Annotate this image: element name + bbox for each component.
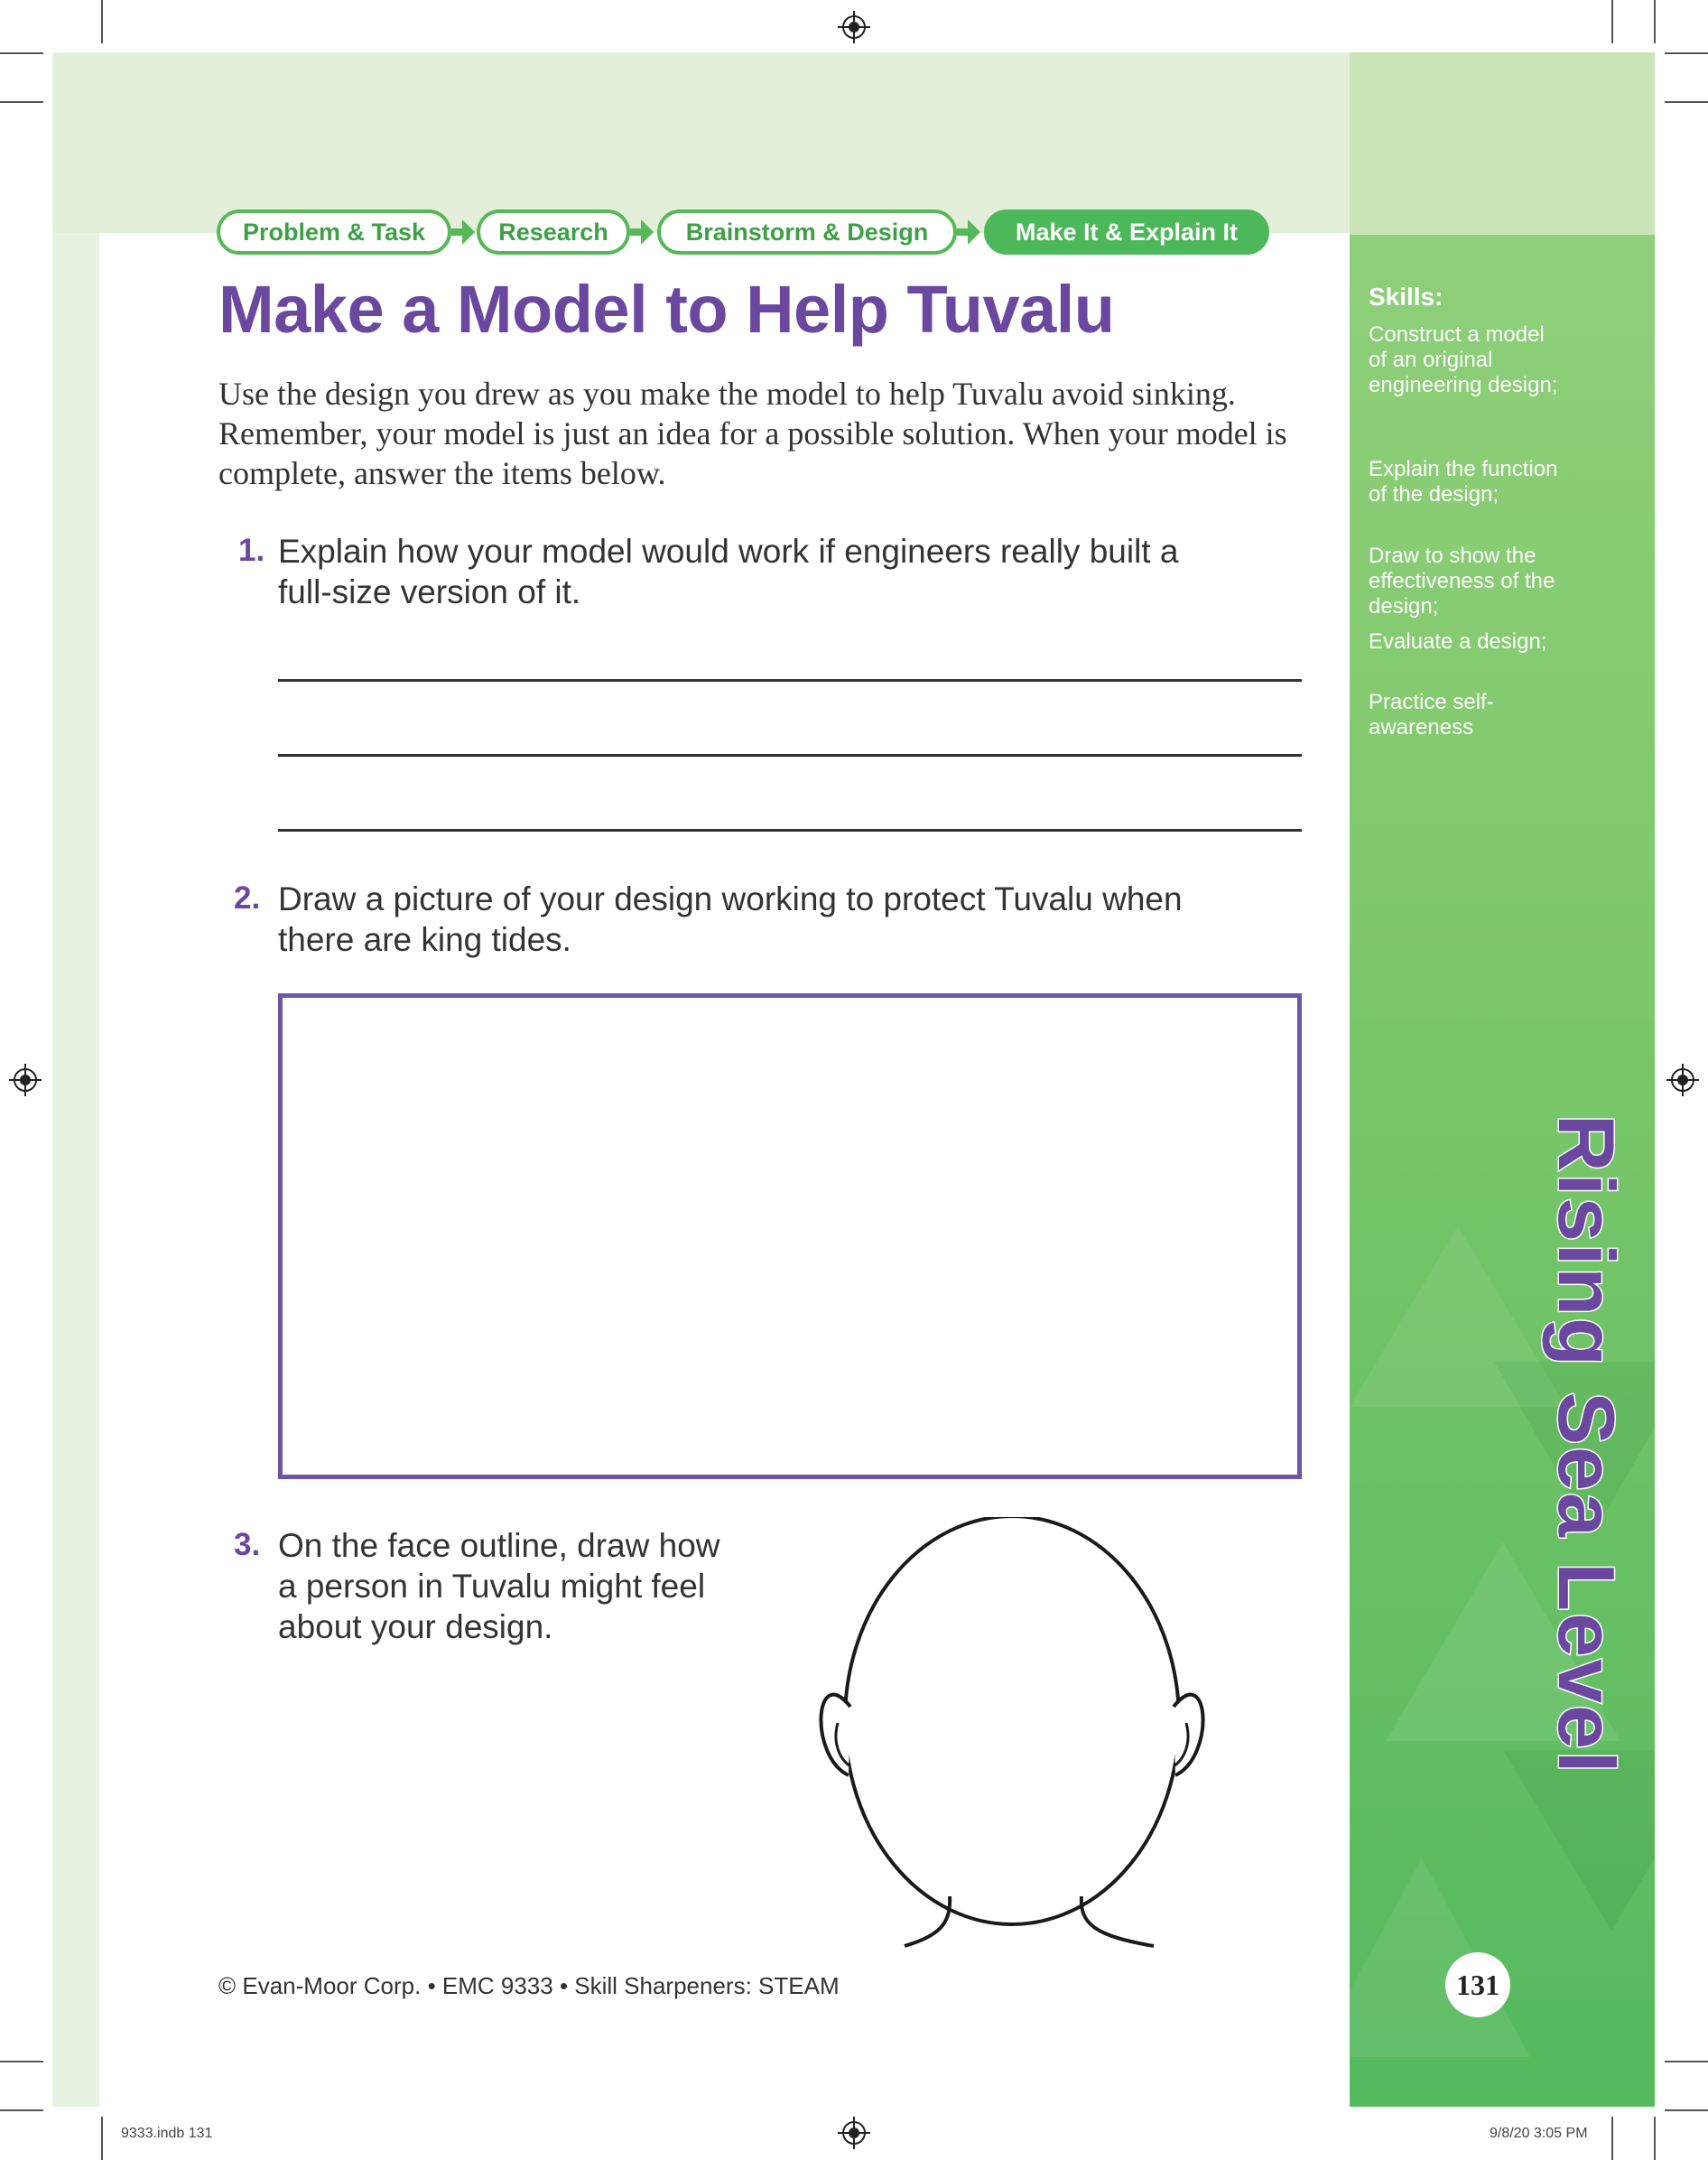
left-margin-band bbox=[52, 233, 99, 2107]
page-number: 131 bbox=[1445, 1952, 1510, 2017]
crop-mark bbox=[0, 2061, 43, 2062]
crop-mark bbox=[1611, 0, 1613, 43]
answer-line[interactable] bbox=[278, 679, 1302, 682]
question-2-text: Draw a picture of your design working to protect Tuvalu when there are king tides. bbox=[278, 880, 1183, 958]
step-pill-problem-task: Problem & Task bbox=[217, 209, 451, 255]
answer-line[interactable] bbox=[278, 829, 1302, 832]
crop-mark bbox=[1665, 2109, 1708, 2111]
registration-mark-icon bbox=[838, 2117, 870, 2149]
crop-mark bbox=[1611, 2117, 1613, 2160]
skill-item: Practice self-awareness bbox=[1369, 690, 1494, 740]
crop-mark bbox=[0, 101, 43, 103]
step-pill-brainstorm-design: Brainstorm & Design bbox=[657, 209, 957, 255]
section-title-vertical: Rising Sea Level bbox=[1542, 1114, 1631, 1775]
copyright-footer: © Evan-Moor Corp. • EMC 9333 • Skill Sharpeners: STEAM bbox=[218, 1972, 840, 1999]
crop-mark bbox=[0, 2109, 43, 2111]
drawing-box[interactable] bbox=[278, 993, 1302, 1479]
skill-item: Explain the function of the design; bbox=[1369, 457, 1558, 507]
registration-mark-icon bbox=[9, 1064, 42, 1096]
slug-file: 9333.indb 131 bbox=[121, 2126, 213, 2141]
crop-mark bbox=[101, 0, 103, 43]
crop-mark bbox=[1665, 52, 1708, 54]
crop-mark bbox=[1665, 2061, 1708, 2062]
crop-mark bbox=[1654, 0, 1656, 43]
registration-mark-icon bbox=[838, 11, 870, 43]
question-number: 2. bbox=[234, 880, 261, 916]
crop-mark bbox=[101, 2117, 103, 2160]
answer-line[interactable] bbox=[278, 754, 1302, 757]
step-pill-research: Research bbox=[477, 209, 630, 255]
skill-item: Draw to show the effectiveness of the design; bbox=[1369, 544, 1555, 619]
skill-item: Construct a model of an original engineering design; bbox=[1369, 322, 1558, 397]
registration-mark-icon bbox=[1666, 1064, 1699, 1096]
question-number: 1. bbox=[238, 533, 265, 568]
page-title: Make a Model to Help Tuvalu bbox=[218, 272, 1115, 347]
intro-paragraph: Use the design you drew as you make the model to help Tuvalu avoid sinking. Remember, your model is just an idea for a possible solution. When your model is complete, answer the items below. bbox=[218, 376, 1287, 491]
face-outline-icon[interactable] bbox=[812, 1517, 1210, 1951]
question-number: 3. bbox=[234, 1527, 261, 1562]
crop-mark bbox=[1654, 2117, 1656, 2160]
skills-heading: Skills: bbox=[1369, 283, 1443, 311]
crop-mark bbox=[1665, 101, 1708, 103]
question-3-text: On the face outline, draw how a person in Tuvalu might feel about your design. bbox=[278, 1527, 720, 1645]
header-band bbox=[52, 52, 1350, 233]
arrow-right-icon bbox=[968, 219, 980, 245]
crop-mark bbox=[0, 52, 43, 54]
arrow-right-icon bbox=[641, 219, 654, 245]
step-pill-make-explain: Make It & Explain It bbox=[984, 209, 1269, 255]
decor-triangle bbox=[1350, 1858, 1530, 2057]
skill-item: Evaluate a design; bbox=[1369, 629, 1547, 654]
slug-date: 9/8/20 3:05 PM bbox=[1490, 2126, 1588, 2141]
question-1-text: Explain how your model would work if engineers really built a full-size version of it. bbox=[278, 533, 1179, 610]
arrow-right-icon bbox=[462, 219, 475, 245]
